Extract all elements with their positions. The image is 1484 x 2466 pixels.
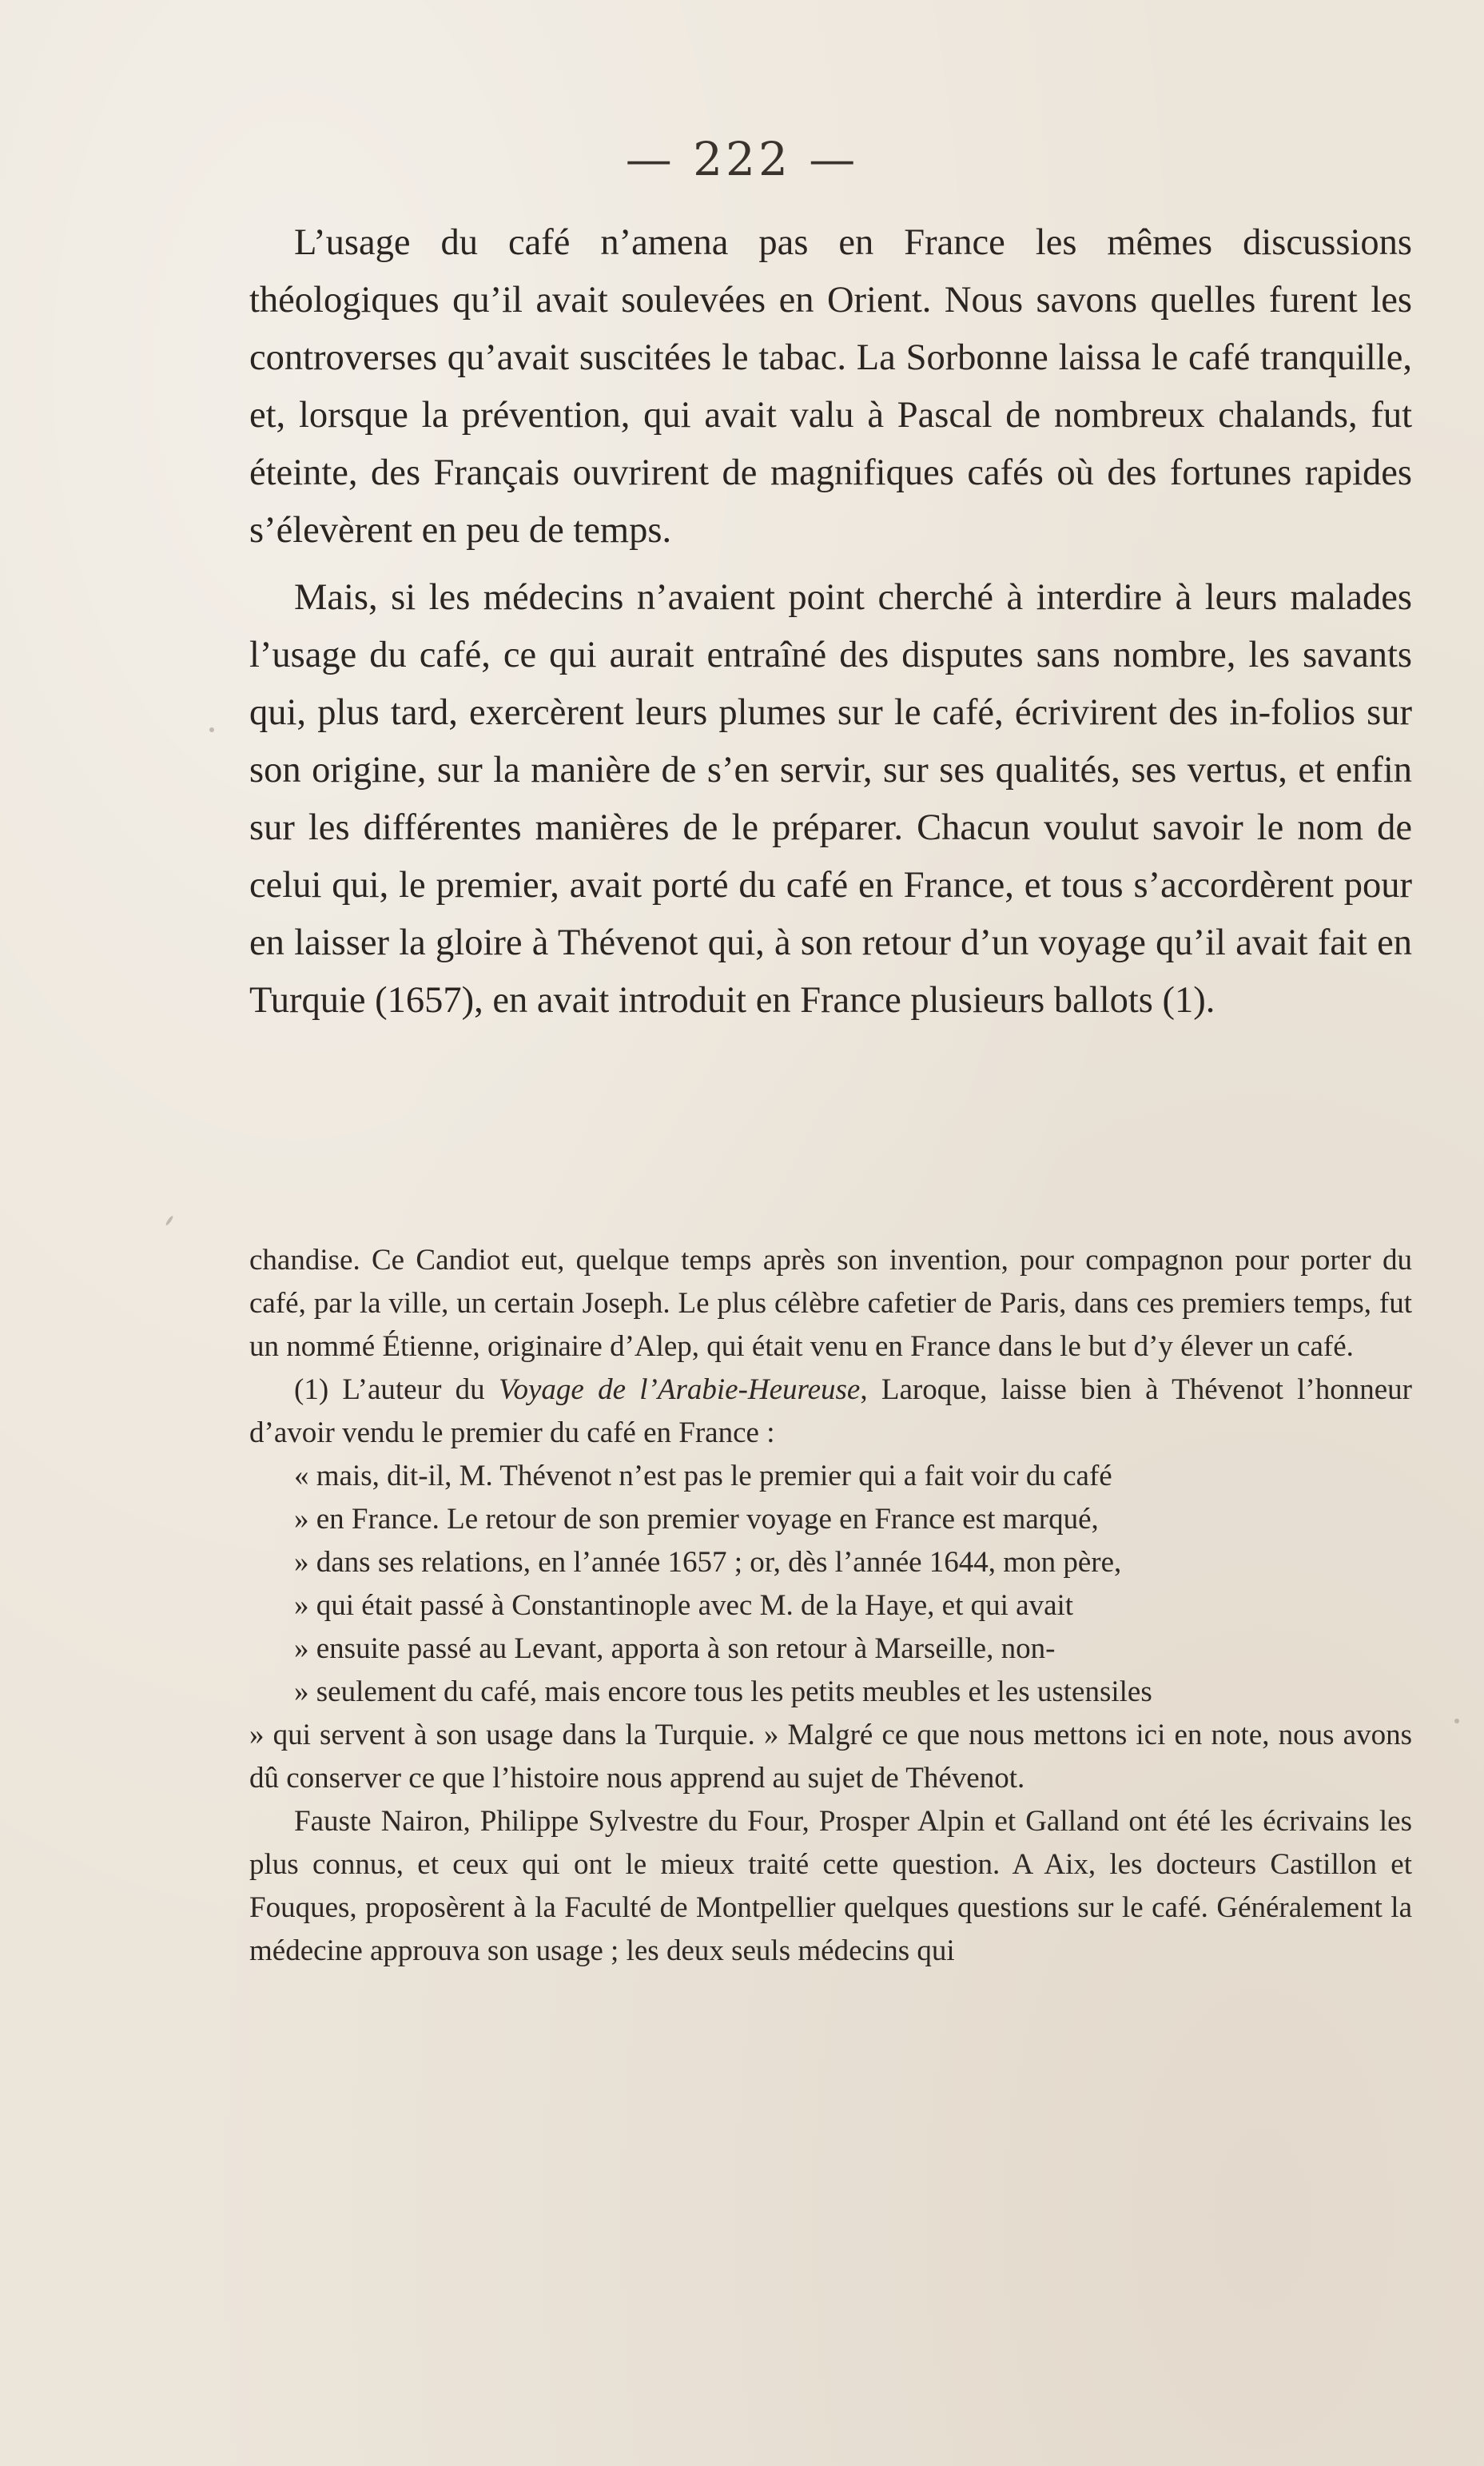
- quote-line: » dans ses relations, en l’année 1657 ; or, dès l’année 1644, mon père,: [294, 1546, 1122, 1579]
- footnote-paragraph: Fauste Nairon, Philippe Sylvestre du Four, Prosper Alpin et Galland ont été les écrivains les plus connus, et ceux qui ont le mieux traité cette question. A Aix, les docteurs Castillon et Fouques, proposèrent à la Faculté de Montpellier quelques questions sur le café. Généralement la médecine approuva son usage ; les deux seuls médecins qui: [249, 1805, 1412, 1967]
- quote-line: « mais, dit-il, M. Thévenot n’est pas le premier qui a fait voir du café: [294, 1460, 1112, 1492]
- quote-line: » ensuite passé au Levant, apporta à son retour à Marseille, non-: [294, 1632, 1056, 1665]
- footnote-1-end: Malgré ce que nous mettons ici en note, nous avons dû conserver ce que l’histoire nous apprend au sujet de Thévenot.: [249, 1719, 1413, 1795]
- footnote-1-text: , Laroque, laisse bien à Thévenot l’honneur d’avoir vendu le premier du café en France :: [249, 1373, 1412, 1449]
- footnote-1-intro: (1) L’auteur du: [294, 1373, 499, 1406]
- quote-line: » qui servent à son usage dans la Turquie. »: [249, 1719, 779, 1751]
- footnote-continuation: chandise. Ce Candiot eut, quelque temps après son invention, pour compagnon pour porter du café, par la ville, un certain Joseph. Le plus célèbre cafetier de Paris, dans ces premiers temps, fut un nommé Étienne, originaire d’Alep, qui était venu en France dans le but d’y élever un café.: [249, 1244, 1412, 1363]
- footnotes: [249, 1239, 1412, 1973]
- main-body-text: [249, 214, 1412, 1030]
- main-paragraph: L’usage du café n’amena pas en France les mêmes discussions théologiques qu’il avait soulevées en Orient. Nous savons quelles furent les controverses qu’avait suscitées le tabac. La Sorbonne laissa le café tranquille, et, lorsque la prévention, qui avait valu à Pascal de nombreux chalands, fut éteinte, des Français ouvrirent de magnifiques cafés où des fortunes rapides s’élevèrent en peu de temps.: [249, 222, 1412, 551]
- quote-line: » seulement du café, mais encore tous les petits meubles et les ustensiles: [294, 1675, 1152, 1708]
- footnote-1: [249, 1368, 1412, 1800]
- paper-speck: [209, 727, 214, 732]
- paper-speck: [165, 1215, 173, 1226]
- main-paragraph: Mais, si les médecins n’avaient point cherché à interdire à leurs malades l’usage du café, ce qui aurait entraîné des disputes sans nombre, les savants qui, plus tard, exercèrent leurs plumes sur le café, écrivirent des in-folios sur son origine, sur la manière de s’en servir, sur ses qualités, ses vertus, et enfin sur les différentes manières de le préparer. Chacun voulut savoir le nom de celui qui, le premier, avait porté du café en France, et tous s’accordèrent pour en laisser la gloire à Thévenot qui, à son retour d’un voyage qu’il avait fait en Turquie (1657), en avait introduit en France plusieurs ballots (1).: [249, 577, 1412, 1021]
- page-number: — 222 —: [625, 132, 859, 186]
- paper-speck: [1454, 1719, 1459, 1723]
- quote-line: » qui était passé à Constantinople avec M. de la Haye, et qui avait: [294, 1589, 1074, 1622]
- footnote-1-book-title: Voyage de l’Arabie-Heureuse: [498, 1373, 861, 1406]
- quote-line: » en France. Le retour de son premier voyage en France est marqué,: [294, 1503, 1099, 1536]
